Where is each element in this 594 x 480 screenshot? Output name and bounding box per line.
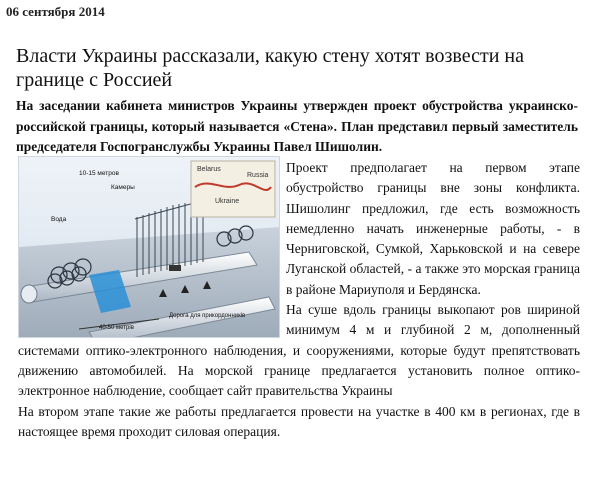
article-lead: На заседании кабинета министров Украины утвержден проект обустройства украинско-российской границы, который называется «Стена». План представил первый заместитель председателя Госпогранслужбы Украины Павел Шишолин. xyxy=(16,98,578,154)
map-label-russia: Russia xyxy=(247,172,269,179)
article-title: Власти Украины рассказали, какую стену хотят возвести на границе с Россией xyxy=(16,45,524,91)
label-width: 40-50 метрів xyxy=(99,325,134,331)
article-paragraph: На втором этапе такие же работы предлагается провести на участке в 400 км в регионах, где в настоящее время проходит силовая операция. xyxy=(18,403,580,439)
label-height: 10-15 метров xyxy=(79,170,119,177)
map-label-belarus: Belarus xyxy=(197,166,221,173)
article-paragraph: На суше вдоль границы выкопают ров шириной минимум 4 м и глубиной 2 м, дополненный системами оптико-электронного наблюдения, и сооружениями, которые будут препятствовать движению автомобилей. На морской границе предлагается установить полное оптико-электронное наблюдение, сообщает сайт правительства Украины xyxy=(18,302,580,399)
vehicle-icon xyxy=(169,265,181,271)
label-camera: Камеры xyxy=(111,184,135,191)
map-label-ukraine: Ukraine xyxy=(215,198,240,205)
border-wall-diagram xyxy=(18,156,280,338)
article-date: 06 сентября 2014 xyxy=(6,4,105,19)
article-paragraph: Проект предполагает на первом этапе обустройство границы вне зоны конфликта. Шишолинг предложил, где есть возможность немедленно начать инженерные работы, - в Черниговской, Сумкой, Харьковской и на севере Луганской областей, - а также это морская граница в районе Мариуполя и Бердянска. xyxy=(286,160,580,297)
label-water: Вода xyxy=(51,216,67,223)
label-road: Дорога для прикордонників xyxy=(169,313,246,319)
